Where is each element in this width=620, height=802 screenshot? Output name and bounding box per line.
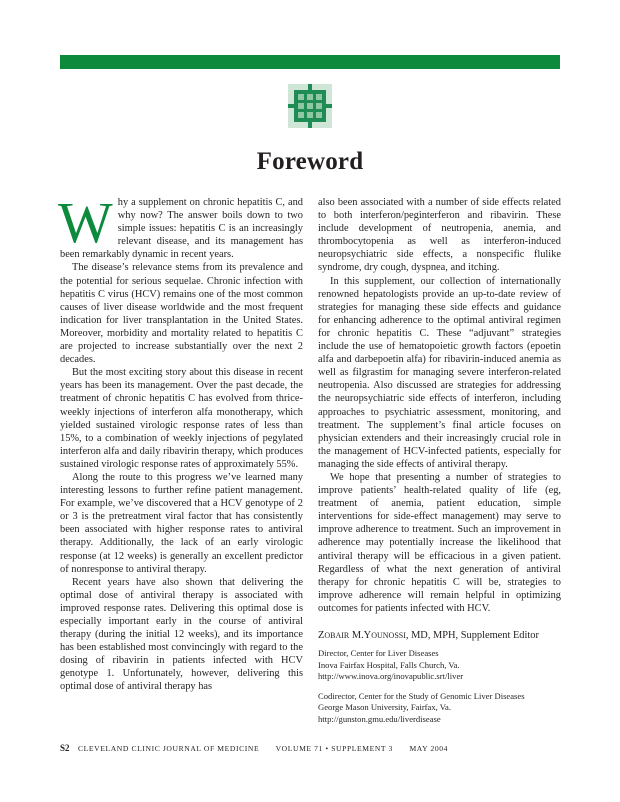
editor-signature (318, 629, 561, 726)
editor-name: ZOBAIR M.YOUNOSSI, MD, MPH, Supplement Editor (318, 630, 539, 641)
page-footer (60, 743, 448, 753)
editor-affiliation-1: Director, Center for Liver Diseases Inova Fairfax Hospital, Falls Church, Va. http://www.inova.org/inovapublic.srt/liver (318, 648, 561, 683)
drop-cap: W (58, 190, 113, 255)
volume-info: VOLUME 71 • SUPPLEMENT 3 (275, 744, 393, 753)
paragraph-6: also been associated with a number of side effects related to both interferon/peginterferon and ribavirin. These include development of neutropenia, anemia, and thrombocytopenia as well as interferon-induced neuropsychiatric side effects, a nonspecific flulike syndrome, dry cough, dyspnea, and itching. (318, 197, 561, 274)
affiliation-link-2[interactable]: http://gunston.gmu.edu/liverdisease (318, 713, 441, 724)
paragraph-5: Recent years have also shown that delivering the optimal dose of antiviral therapy is associated with improved response rates. Delivering this optimal dose is especially important early in the course of antiviral therapy (during the initial 12 weeks), and its importance has been established most convincingly with regard to the dosing of ribavirin in patients infected with HCV genotype 1. Unfortunately, however, delivering this optimal dose of antiviral therapy has (60, 576, 303, 693)
paragraph-2: The disease’s relevance stems from its prevalence and the potential for serious sequelae. Chronic infection with hepatitis C virus (HCV) remains one of the most common causes of liver disease worldwide and the most frequent indication for liver transplantation in the United States. Moreover, morbidity and mortality related to hepatitis C are projected to increase substantially over the next 2 decades. (60, 262, 303, 366)
green-grid-emblem-icon (288, 84, 332, 128)
paragraph-1: Why a supplement on chronic hepatitis C, and why now? The answer boils down to two simple issues: hepatitis C is an increasingly relevant disease, and its management has been remarkably dynamic in recent years. (58, 190, 303, 261)
paragraph-3: But the most exciting story about this disease in recent years has been its management. Over the past decade, the treatment of chronic hepatitis C has evolved from thrice-weekly injections of interferon alfa monotherapy, which yielded sustained virologic response rates of less than 15%, to a combination of weekly injections of pegylated interferon alfa and daily ribavirin therapy, which produces sustained virologic response rates of approximately 55%. (60, 367, 303, 470)
header-color-bar (60, 55, 560, 69)
issue-date: MAY 2004 (409, 744, 449, 753)
left-column (58, 190, 303, 694)
affiliation-link-1[interactable]: http://www.inova.org/inovapublic.srt/liver (318, 671, 464, 682)
page-title: Foreword (256, 148, 364, 175)
paragraph-4: Along the route to this progress we’ve learned many interesting lessons to further refine patient management. For example, we’ve discovered that a HCV genotype of 2 or 3 is the pretreatment viral factor that has consistently been associated with higher response rates to antiviral therapy. Additionally, the lack of an early virologic response (at 12 weeks) is generally an excellent predictor of nonresponse to antiviral therapy. (60, 471, 303, 575)
editor-affiliation-2: Codirector, Center for the Study of Genomic Liver Diseases George Mason University, Fairfax, Va. http://gunston.gmu.edu/liverdisease (318, 691, 561, 726)
journal-name: CLEVELAND CLINIC JOURNAL OF MEDICINE (78, 744, 260, 753)
right-column (318, 196, 561, 726)
page-number: S2 (60, 743, 70, 753)
paragraph-7: In this supplement, our collection of internationally renowned hepatologists provide an up-to-date review of strategies for managing these side effects and guidance for enhancing adherence to the optimal antiviral regimen for chronic hepatitis C. These “adjuvant” strategies include the use of hematopoietic growth factors (epoetin alfa and darbepoetin alfa) for ribavirin-induced anemia as well as filgrastim for managing severe interferon-related neutropenia. Also discussed are strategies for addressing the neuropsychiatric side effects of interferon, including approaches to psychiatric assessment, monitoring, and treatment. The supplement’s final article focuses on physician extenders and their increasingly crucial role in the management of HCV-infected patients, especially for managing the side effects of antiviral therapy. (318, 275, 561, 470)
paragraph-8: We hope that presenting a number of strategies to improve patients’ health-related quality of life (eg, treatment of anemia, patient education, simple interventions for side-effect management) may serve to improve adherence to treatment. Such an improvement in adherence may potentially increase the likelihood that antiviral therapy will be efficacious in a given patient. Regardless of what the next generation of antiviral therapy for chronic hepatitis C will be, strategies to improve adherence will remain helpful in optimizing outcomes for patients infected with HCV. (318, 471, 561, 614)
